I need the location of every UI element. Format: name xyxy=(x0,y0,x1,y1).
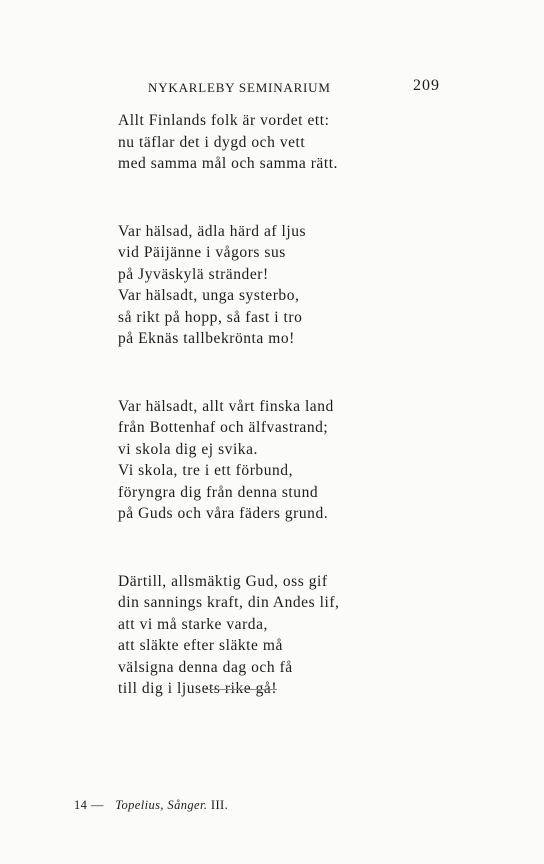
stanza-2 xyxy=(118,221,339,350)
poem-line: välsigna denna dag och få xyxy=(118,658,293,676)
poem-line: vi skola dig ej svika. xyxy=(118,440,258,458)
poem-line: att vi må starke varda, xyxy=(118,615,268,633)
stanza-4 xyxy=(118,571,339,700)
poem-line: nu täflar det i dygd och vett xyxy=(118,133,306,151)
poem-line: Var hälsadt, unga systerbo, xyxy=(118,287,300,304)
poem-line: till dig i ljusets rike gå! xyxy=(118,680,278,697)
book-title: Topelius, Sånger. xyxy=(115,798,208,812)
page-number: 209 xyxy=(413,77,440,94)
poem-line: från Bottenhaf och älfvastrand; xyxy=(118,419,329,436)
poem-line: din sannings kraft, din Andes lif, xyxy=(118,594,340,611)
poem-line: Allt Finlands folk är vordet ett: xyxy=(118,112,330,129)
poem-line: på Jyväskylä stränder! xyxy=(118,265,269,283)
poem xyxy=(118,110,339,746)
poem-line: Var hälsadt, allt vårt finska land xyxy=(118,397,334,415)
running-title: NYKARLEBY SEMINARIUM xyxy=(148,80,331,95)
stanza-1 xyxy=(118,110,339,175)
poem-line: Därtill, allsmäktig Gud, oss gif xyxy=(118,572,328,590)
poem-line: med samma mål och samma rätt. xyxy=(118,155,338,172)
footer-signature xyxy=(74,798,228,813)
poem-line: på Eknäs tallbekrönta mo! xyxy=(118,330,295,347)
running-header xyxy=(148,77,448,96)
signature-mark: 14 — xyxy=(74,798,104,812)
poem-line: Vi skola, tre i ett förbund, xyxy=(118,462,294,479)
poem-line: Var hälsad, ädla härd af ljus xyxy=(118,222,307,240)
poem-line: föryngra dig från denna stund xyxy=(118,483,319,501)
end-divider xyxy=(205,689,277,690)
volume-number: III. xyxy=(210,798,229,812)
poem-line: att släkte efter släkte må xyxy=(118,637,283,654)
poem-line: vid Päijänne i vågors sus xyxy=(118,244,286,261)
poem-line: så rikt på hopp, så fast i tro xyxy=(118,308,303,326)
poem-line: på Guds och våra fäders grund. xyxy=(118,505,329,522)
stanza-3 xyxy=(118,396,339,525)
